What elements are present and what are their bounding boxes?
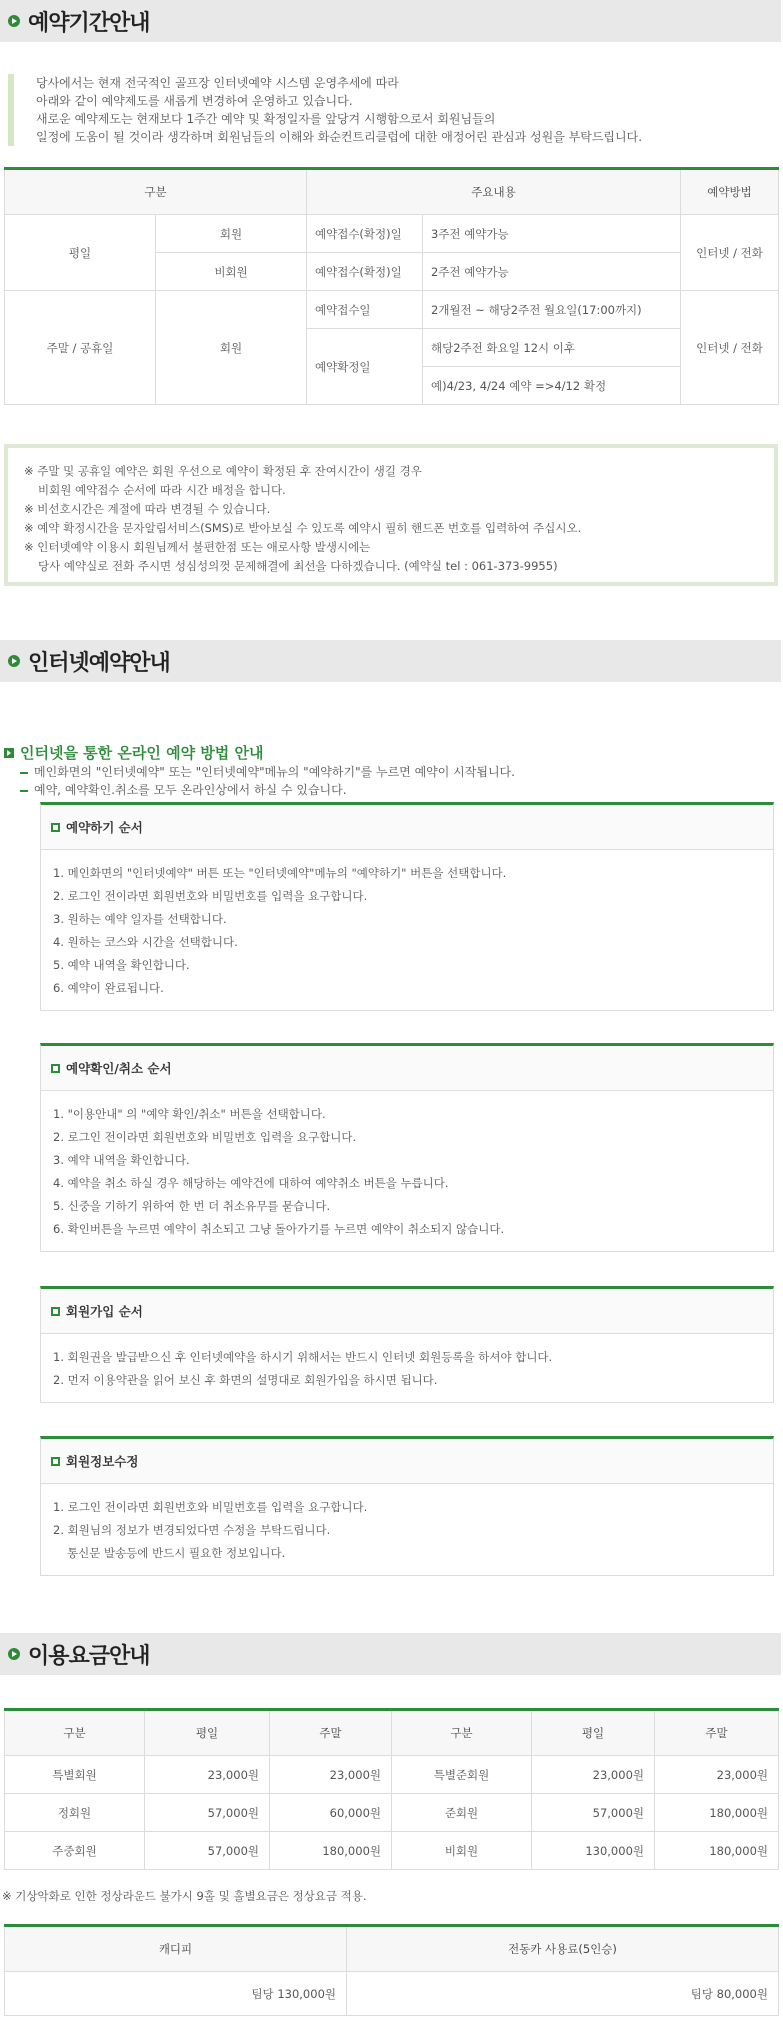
fee-value: 23,000원 <box>145 1756 270 1794</box>
step-item: 4. 원하는 코스와 시간을 선택합니다. <box>53 935 238 949</box>
box-header <box>40 1043 774 1091</box>
box-body <box>40 1484 774 1576</box>
cell-receipt-desc: 2개월전 ~ 해당2주전 월요일(17:00까지) <box>423 291 681 329</box>
box-body <box>40 850 774 1011</box>
box-body <box>40 1334 774 1403</box>
header-cell: 구분 <box>5 1710 145 1756</box>
fee-category: 주중회원 <box>5 1832 145 1870</box>
cell-confirm-desc: 해당2주전 화요일 12시 이후 <box>423 329 681 367</box>
fee-category: 정회원 <box>5 1794 145 1832</box>
cell-receipt-confirm: 예약접수(확정)일 <box>307 215 423 253</box>
step-item: 2. 회원님의 정보가 변경되었다면 수정을 부탁드립니다. <box>53 1523 331 1537</box>
cell-receipt-day: 예약접수일 <box>307 291 423 329</box>
caddie-table <box>4 1924 779 2016</box>
notice-line: ※ 예약 확정시간을 문자알림서비스(SMS)로 받아보실 수 있도록 예약시 필히 핸드폰 번호를 입력하여 주십시오. <box>24 521 582 535</box>
notice-line: ※ 주말 및 공휴일 예약은 회원 우선으로 예약이 확정된 후 잔여시간이 생길 경우 <box>24 464 422 478</box>
dash-icon <box>20 790 28 792</box>
fee-value: 23,000원 <box>270 1756 392 1794</box>
step-item: 5. 예약 내역을 확인합니다. <box>53 958 190 972</box>
fee-category: 특별회원 <box>5 1756 145 1794</box>
notice-box <box>4 444 778 586</box>
notice-line: 비회원 예약접수 순서에 따라 시간 배정을 합니다. <box>38 483 286 497</box>
step-item: 6. 예약이 완료됩니다. <box>53 981 164 995</box>
fee-value: 130,000원 <box>532 1832 655 1870</box>
table-row <box>5 1794 779 1832</box>
header-cell: 캐디피 <box>5 1926 347 1972</box>
table-row <box>5 1756 779 1794</box>
step-item: 1. "이용안내" 의 "예약 확인/취소" 버튼을 선택합니다. <box>53 1107 326 1121</box>
box-title: 회원정보수정 <box>66 1454 139 1469</box>
table-row <box>5 1972 779 2016</box>
fee-value: 57,000원 <box>532 1794 655 1832</box>
header-category: 구분 <box>5 169 307 215</box>
signup-steps-box <box>40 1286 774 1403</box>
step-item: 6. 확인버튼을 누르면 예약이 취소되고 그냥 돌아가기를 누르면 예약이 취소되지 않습니다. <box>53 1222 505 1236</box>
online-line-text: 메인화면의 "인터넷예약" 또는 "인터넷예약"메뉴의 "예약하기"를 누르면 예약이 시작됩니다. <box>34 765 515 779</box>
square-icon <box>51 1064 60 1073</box>
notice-line: ※ 비선호시간은 계절에 따라 변경될 수 있습니다. <box>24 502 271 516</box>
section-title: 예약기간안내 <box>28 10 150 36</box>
intro-text <box>8 74 768 146</box>
box-body <box>40 1091 774 1252</box>
section-header-internet-reservation <box>0 640 781 682</box>
cell-weekday: 평일 <box>5 215 156 291</box>
online-line <box>20 763 780 780</box>
fee-table <box>4 1708 779 1870</box>
cell-method: 인터넷 / 전화 <box>681 291 779 405</box>
cart-fee-value: 팀당 80,000원 <box>347 1972 779 2016</box>
header-cell: 전동카 사용료(5인승) <box>347 1926 779 1972</box>
step-item: 1. 메인화면의 "인터넷예약" 버튼 또는 "인터넷예약"메뉴의 "예약하기" 버튼을 선택합니다. <box>53 866 507 880</box>
step-item: 1. 로그인 전이라면 회원번호와 비밀번호를 입력을 요구합니다. <box>53 1500 368 1514</box>
step-item: 2. 로그인 전이라면 회원번호와 비밀번호를 입력을 요구합니다. <box>53 889 368 903</box>
cell-member: 회원 <box>156 215 307 253</box>
online-heading <box>4 742 778 763</box>
bullet-icon <box>4 748 14 758</box>
cell-nonmember: 비회원 <box>156 253 307 291</box>
header-cell: 구분 <box>392 1710 532 1756</box>
header-cell: 평일 <box>532 1710 655 1756</box>
notice-line: ※ 인터넷예약 이용시 회원님께서 불편한점 또는 애로사항 발생시에는 <box>24 540 371 554</box>
section-header-reservation-period <box>0 0 781 42</box>
cell-member: 회원 <box>156 291 307 405</box>
fee-value: 57,000원 <box>145 1832 270 1870</box>
intro-line: 일정에 도움이 될 것이라 생각하며 회원님들의 이해와 화순컨트리클럽에 대한 애정어린 관심과 성원을 부탁드립니다. <box>36 130 643 144</box>
section-title: 이용요금안내 <box>28 1643 150 1669</box>
square-icon <box>51 1307 60 1316</box>
square-icon <box>51 1457 60 1466</box>
step-item: 통신문 발송등에 반드시 필요한 정보입니다. <box>67 1546 286 1560</box>
header-cell: 주말 <box>270 1710 392 1756</box>
cell-confirm-day: 예약확정일 <box>307 329 423 405</box>
fee-value: 57,000원 <box>145 1794 270 1832</box>
box-header <box>40 1286 774 1334</box>
online-heading-text: 인터넷을 통한 온라인 예약 방법 안내 <box>20 744 264 762</box>
box-title: 예약하기 순서 <box>66 820 143 835</box>
section-header-fees <box>0 1633 781 1675</box>
intro-line: 아래와 같이 예약제도를 새롭게 변경하여 운영하고 있습니다. <box>36 94 353 108</box>
fee-category: 준회원 <box>392 1794 532 1832</box>
header-cell: 평일 <box>145 1710 270 1756</box>
bullet-icon <box>8 1648 20 1660</box>
header-method: 예약방법 <box>681 169 779 215</box>
table-row <box>5 1832 779 1870</box>
cancel-steps-box <box>40 1043 774 1252</box>
reservation-steps-box <box>40 802 774 1011</box>
step-item: 5. 신중을 기하기 위하여 한 번 더 취소유무를 묻습니다. <box>53 1199 331 1213</box>
notice-line: 당사 예약실로 전화 주시면 성심성의껏 문제해결에 최선을 다하겠습니다. (예약실 tel : 061-373-9955) <box>38 559 558 573</box>
step-item: 3. 원하는 예약 일자를 선택합니다. <box>53 912 227 926</box>
caddie-fee-value: 팀당 130,000원 <box>5 1972 347 2016</box>
online-line <box>20 781 780 798</box>
reservation-period-table <box>4 167 779 405</box>
dash-icon <box>20 772 28 774</box>
fee-value: 180,000원 <box>655 1794 779 1832</box>
square-icon <box>51 823 60 832</box>
fee-category: 특별준회원 <box>392 1756 532 1794</box>
header-cell: 주말 <box>655 1710 779 1756</box>
cell-weekend: 주말 / 공휴일 <box>5 291 156 405</box>
step-item: 2. 로그인 전이라면 회원번호와 비밀번호 입력을 요구합니다. <box>53 1130 357 1144</box>
header-content: 주요내용 <box>307 169 681 215</box>
section-title: 인터넷예약안내 <box>28 650 170 676</box>
cell-weeks2: 2주전 예약가능 <box>423 253 681 291</box>
online-line-text: 예약, 예약확인.취소를 모두 온라인상에서 하실 수 있습니다. <box>34 783 347 797</box>
bullet-icon <box>8 15 20 27</box>
fee-value: 23,000원 <box>532 1756 655 1794</box>
bullet-icon <box>8 655 20 667</box>
cell-confirm-example: 예)4/23, 4/24 예약 =>4/12 확정 <box>423 367 681 405</box>
intro-line: 새로운 예약제도는 현재보다 1주간 예약 및 확정일자를 앞당겨 시행함으로서 회원님들의 <box>36 112 496 126</box>
box-title: 예약확인/취소 순서 <box>66 1061 172 1076</box>
step-item: 1. 회원권을 발급받으신 후 인터넷예약을 하시기 위해서는 반드시 인터넷 회원등록을 하셔야 합니다. <box>53 1350 553 1364</box>
box-header <box>40 1436 774 1484</box>
profile-edit-box <box>40 1436 774 1576</box>
fee-value: 180,000원 <box>270 1832 392 1870</box>
intro-line: 당사에서는 현재 전국적인 골프장 인터넷예약 시스템 운영추세에 따라 <box>36 76 399 90</box>
step-item: 3. 예약 내역을 확인합니다. <box>53 1153 190 1167</box>
box-header <box>40 802 774 850</box>
step-item: 2. 먼저 이용약관을 읽어 보신 후 화면의 설명대로 회원가입을 하시면 됩니다. <box>53 1373 438 1387</box>
box-title: 회원가입 순서 <box>66 1304 143 1319</box>
cell-receipt-confirm: 예약접수(확정)일 <box>307 253 423 291</box>
fee-value: 60,000원 <box>270 1794 392 1832</box>
cell-method: 인터넷 / 전화 <box>681 215 779 291</box>
fee-value: 180,000원 <box>655 1832 779 1870</box>
cell-weeks3: 3주전 예약가능 <box>423 215 681 253</box>
fee-category: 비회원 <box>392 1832 532 1870</box>
fee-note: ※ 기상악화로 인한 정상라운드 불가시 9홀 및 홀별요금은 정상요금 적용. <box>2 1889 367 1903</box>
fee-value: 23,000원 <box>655 1756 779 1794</box>
step-item: 4. 예약을 취소 하실 경우 해당하는 예약건에 대하여 예약취소 버튼을 누릅니다. <box>53 1176 449 1190</box>
